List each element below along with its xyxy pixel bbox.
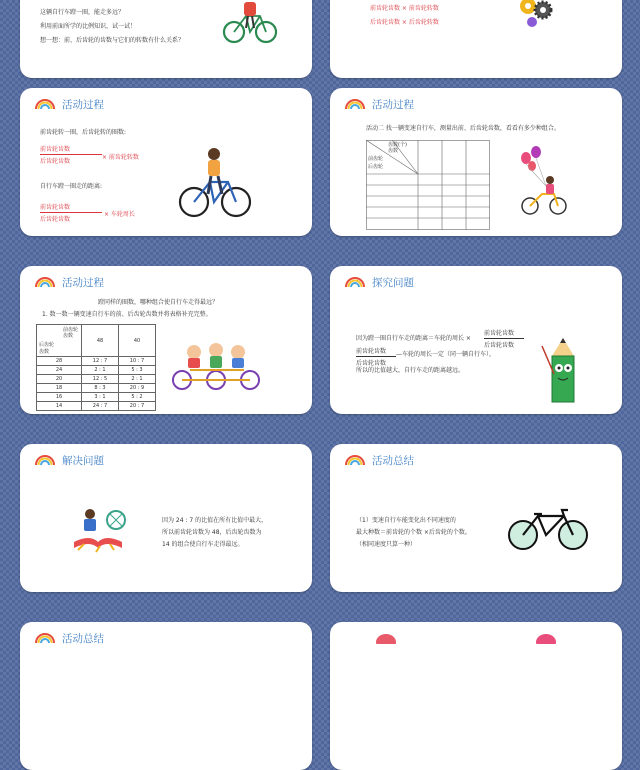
slide-title bbox=[34, 630, 104, 646]
boy-cyclist-illustration bbox=[178, 144, 252, 220]
table-col-head: 48 bbox=[82, 325, 119, 357]
s8-line-3: （相同速度只算一种） bbox=[356, 541, 417, 548]
s6-fraction bbox=[484, 328, 524, 349]
table-cell: 2 : 1 bbox=[119, 375, 156, 384]
rainbow-icon bbox=[344, 454, 366, 466]
s8-line-1: （1）变速自行车能变化出不同速度的 bbox=[356, 517, 456, 524]
s3-frac1-top: 前齿轮齿数 bbox=[40, 146, 71, 153]
s4-line-1: 活动二 找一辆变速自行车，测量出前、后齿轮齿数，看看有多少种组合。 bbox=[366, 125, 560, 132]
decor-balloons-icon bbox=[370, 632, 570, 644]
slide-title-text: 活动总结 bbox=[62, 632, 104, 645]
slide-title-text: 活动过程 bbox=[62, 276, 104, 289]
table-cell: 5 : 2 bbox=[119, 393, 156, 402]
s1-line-3: 想一想：前、后齿轮的齿数与它们的转数有什么关系？ bbox=[40, 37, 185, 44]
slide-title-text: 解决问题 bbox=[62, 454, 104, 467]
s6-fraction-2 bbox=[356, 346, 396, 367]
s6-line-3: 所以的比值越大，自行车走的距离越远。 bbox=[356, 367, 465, 374]
s6-line-1: 因为蹬一圈自行车走的距离＝车轮的周长 × bbox=[356, 335, 471, 342]
slide-title-text: 活动过程 bbox=[62, 98, 104, 111]
slide-5[interactable] bbox=[20, 266, 312, 414]
s3-fraction-2 bbox=[40, 202, 102, 223]
table-cell: 18 bbox=[37, 384, 82, 393]
table-cell: 14 bbox=[37, 402, 82, 411]
slide-title-text: 活动总结 bbox=[372, 454, 414, 467]
table-cell: 5 : 3 bbox=[119, 366, 156, 375]
s4-header-top: 齿数(个) bbox=[388, 142, 407, 148]
s3-frac2-suffix: × 车轮周长 bbox=[104, 211, 135, 218]
s6-frac-top: 前齿轮齿数 bbox=[484, 330, 515, 337]
header-sub: 齿数 bbox=[63, 333, 74, 339]
blank-gear-table bbox=[366, 140, 490, 230]
table-cell: 10 : 7 bbox=[119, 357, 156, 366]
table-cell: 20 bbox=[37, 375, 82, 384]
tandem-bike-kids-illustration bbox=[170, 338, 262, 392]
header-left1: 后齿轮 bbox=[39, 342, 55, 348]
s3-fraction-1 bbox=[40, 144, 102, 165]
s3-frac1-suffix: × 前齿轮转数 bbox=[102, 154, 139, 161]
table-row bbox=[37, 366, 156, 375]
s1-line-2: 利用前面所学的比例知识，试一试！ bbox=[40, 23, 137, 30]
s5-line-1: 蹬同样的圈数，哪种组合使自行车走得最远？ bbox=[98, 299, 219, 306]
table-cell: 3 : 1 bbox=[82, 393, 119, 402]
slide-8[interactable] bbox=[330, 444, 622, 592]
rainbow-icon bbox=[34, 454, 56, 466]
s4-header-bottom: 齿数 bbox=[388, 148, 399, 154]
s7-line-3: 14 的组合使自行车走得最远。 bbox=[162, 541, 244, 548]
table-row bbox=[37, 384, 156, 393]
table-corner-cell bbox=[37, 325, 82, 357]
s3-line-2: 自行车蹬一圈走的距离: bbox=[40, 183, 103, 190]
rainbow-icon bbox=[34, 632, 56, 644]
slide-title bbox=[344, 452, 414, 468]
slide-7[interactable] bbox=[20, 444, 312, 592]
header-left2: 齿数 bbox=[39, 349, 50, 355]
s4-header-left2: 后齿轮 bbox=[368, 164, 384, 170]
slide-title bbox=[344, 96, 414, 112]
girl-balloons-illustration bbox=[516, 144, 570, 216]
rainbow-icon bbox=[34, 276, 56, 288]
table-cell: 2 : 1 bbox=[82, 366, 119, 375]
table-row bbox=[37, 393, 156, 402]
table-row bbox=[37, 357, 156, 366]
slide-title bbox=[34, 96, 104, 112]
s4-header-left1: 前齿轮 bbox=[368, 156, 384, 162]
gear-ratio-table bbox=[36, 324, 156, 411]
table-cell: 20 : 9 bbox=[119, 384, 156, 393]
header-top: 前齿轮 bbox=[63, 327, 79, 333]
slide-10[interactable] bbox=[330, 622, 622, 770]
table-cell: 20 : 7 bbox=[119, 402, 156, 411]
table-row bbox=[37, 375, 156, 384]
s6-line2-bottom: 后齿轮齿数 bbox=[356, 360, 387, 367]
slide-title-text: 活动过程 bbox=[372, 98, 414, 111]
cyclist-illustration bbox=[222, 2, 278, 44]
pencil-character-illustration bbox=[536, 336, 590, 406]
s5-line-2: 1. 数一数一辆变速自行车的前、后齿轮齿数并将表格补充完整。 bbox=[42, 311, 212, 318]
gears-icon bbox=[516, 0, 556, 28]
reading-kid-illustration bbox=[70, 504, 126, 556]
table-cell: 24 bbox=[37, 366, 82, 375]
slide-title bbox=[34, 274, 104, 290]
s3-frac2-bottom: 后齿轮齿数 bbox=[40, 216, 71, 223]
slide-2[interactable] bbox=[330, 0, 622, 78]
table-cell: 16 bbox=[37, 393, 82, 402]
s2-line-2: 后齿轮齿数 × 后齿轮转数 bbox=[370, 19, 439, 26]
slide-4[interactable] bbox=[330, 88, 622, 236]
table-col-head: 40 bbox=[119, 325, 156, 357]
s8-line-2: 最大种数＝前齿轮的个数 ×后齿轮的个数。 bbox=[356, 529, 471, 536]
slide-6[interactable] bbox=[330, 266, 622, 414]
s3-frac1-bottom: 后齿轮齿数 bbox=[40, 158, 71, 165]
table-cell: 24 : 7 bbox=[82, 402, 119, 411]
s2-line-1: 前齿轮齿数 × 前齿轮转数 bbox=[370, 5, 439, 12]
rainbow-icon bbox=[344, 98, 366, 110]
rainbow-icon bbox=[34, 98, 56, 110]
s6-line2-pre: 前齿轮齿数 bbox=[356, 348, 387, 355]
s6-line-2-post: —车轮的周长一定（同一辆自行车）， bbox=[396, 351, 496, 358]
slide-title-text: 探究问题 bbox=[372, 276, 414, 289]
table-cell: 28 bbox=[37, 357, 82, 366]
table-cell: 12 : 7 bbox=[82, 357, 119, 366]
table-cell: 8 : 3 bbox=[82, 384, 119, 393]
slide-1[interactable] bbox=[20, 0, 312, 78]
s3-frac2-top: 前齿轮齿数 bbox=[40, 204, 71, 211]
table-header-row bbox=[37, 325, 156, 357]
s7-line-2: 所以前齿轮齿数为 48，后齿轮齿数为 bbox=[162, 529, 262, 536]
rainbow-icon bbox=[344, 276, 366, 288]
slide-title bbox=[344, 274, 414, 290]
s6-frac-bottom: 后齿轮齿数 bbox=[484, 342, 515, 349]
slide-9[interactable] bbox=[20, 622, 312, 770]
bicycle-illustration bbox=[506, 506, 590, 552]
table-cell: 12 : 5 bbox=[82, 375, 119, 384]
table-row bbox=[37, 402, 156, 411]
s3-line-1: 前齿轮转一圈，后齿轮转的圈数: bbox=[40, 129, 127, 136]
slide-title bbox=[34, 452, 104, 468]
s1-line-1: 这辆自行车蹬一圈，能走多远？ bbox=[40, 9, 125, 16]
slide-3[interactable] bbox=[20, 88, 312, 236]
s7-line-1: 因为 24 : 7 的比值在所有比值中最大， bbox=[162, 517, 268, 524]
